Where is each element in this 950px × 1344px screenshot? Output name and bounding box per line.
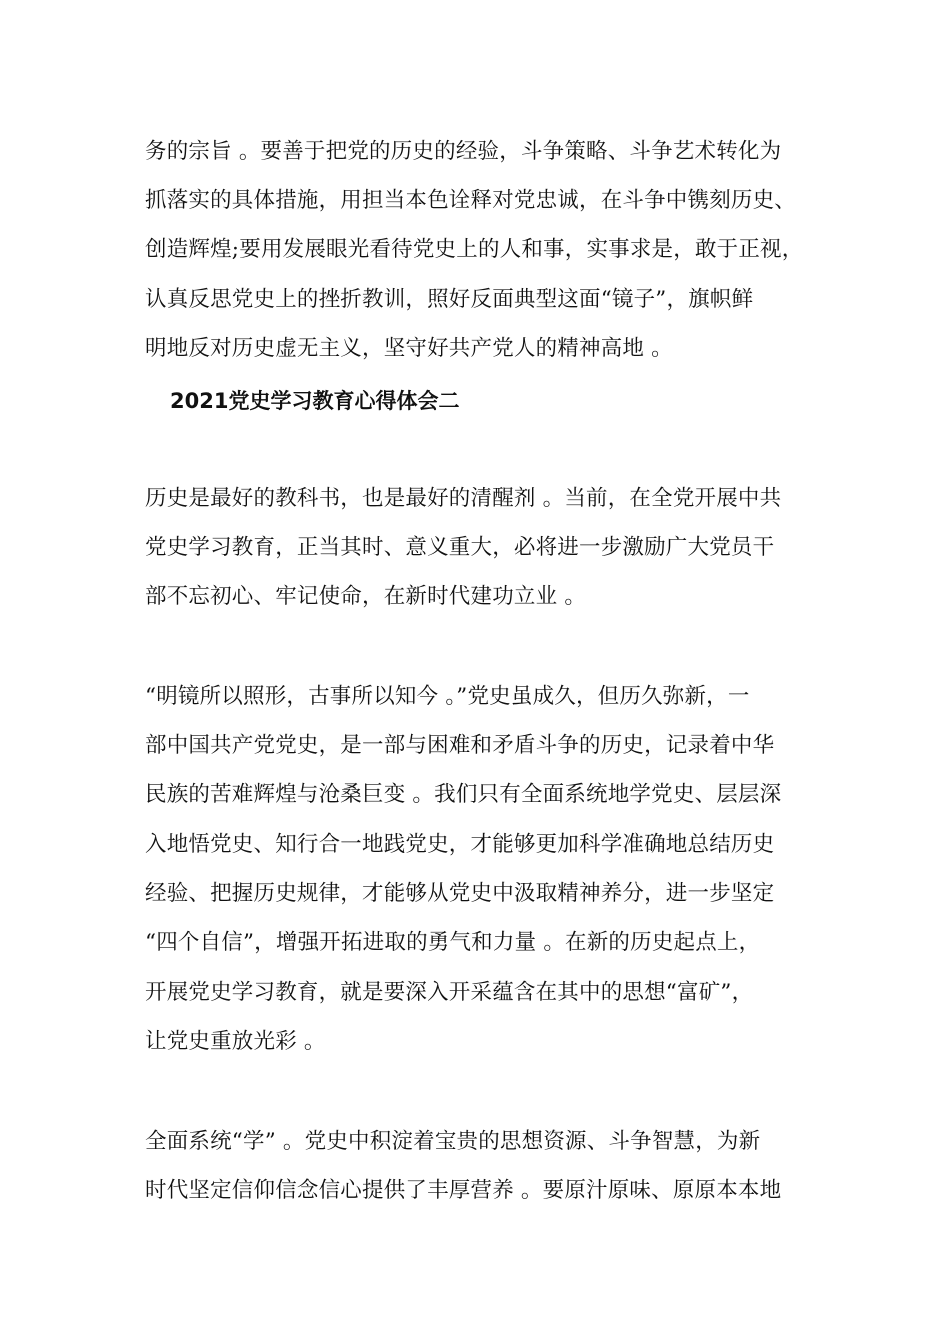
paragraph-2-line-3: 部不忘初心、牢记使命，在新时代建功立业 。: [145, 584, 587, 609]
paragraph-2-line-1: 历史是最好的教科书，也是最好的清醒剂 。当前，在全党开展中共: [145, 486, 782, 511]
paragraph-3-line-3: 民族的苦难辉煌与沧桑巨变 。我们只有全面系统地学党史、层层深: [145, 782, 782, 807]
paragraph-3-line-5: 经验、把握历史规律，才能够从党史中汲取精神养分，进一步坚定: [145, 881, 775, 906]
paragraph-1-line-2: 抓落实的具体措施，用担当本色诠释对党忠诚，在斗争中镌刻历史、: [145, 188, 797, 213]
paragraph-3-line-1: “明镜所以照形，古事所以知今 。”党史虽成久，但历久弥新，一: [145, 684, 750, 709]
paragraph-1-line-1: 务的宗旨 。要善于把党的历史的经验，斗争策略、斗争艺术转化为: [145, 139, 782, 164]
paragraph-4-line-2: 时代坚定信仰信念信心提供了丰厚营养 。要原汁原味、原原本本地: [145, 1178, 782, 1203]
paragraph-3-line-6: “四个自信”，增强开拓进取的勇气和力量 。在新的历史起点上，: [145, 930, 761, 955]
section-heading: 2021党史学习教育心得体会二: [170, 389, 460, 413]
paragraph-3-line-8: 让党史重放光彩 。: [145, 1029, 326, 1054]
paragraph-3-line-7: 开展党史学习教育，就是要深入开采蕴含在其中的思想“富矿”，: [145, 980, 754, 1005]
paragraph-1-line-5: 明地反对历史虚无主义，坚守好共产党人的精神高地 。: [145, 336, 673, 361]
paragraph-1-line-4: 认真反思党史上的挫折教训，照好反面典型这面“镜子”，旗帜鲜: [145, 287, 754, 312]
paragraph-3-line-4: 入地悟党史、知行合一地践党史，才能够更加科学准确地总结历史: [145, 832, 775, 857]
paragraph-1-line-3: 创造辉煌;要用发展眼光看待党史上的人和事，实事求是，敢于正视，: [145, 237, 804, 262]
paragraph-4-line-1: 全面系统“学” 。党史中积淀着宝贵的思想资源、斗争智慧，为新: [145, 1129, 761, 1154]
paragraph-2-line-2: 党史学习教育，正当其时、意义重大，必将进一步激励广大党员干: [145, 535, 775, 560]
paragraph-3-line-2: 部中国共产党党史，是一部与困难和矛盾斗争的历史，记录着中华: [145, 733, 775, 758]
